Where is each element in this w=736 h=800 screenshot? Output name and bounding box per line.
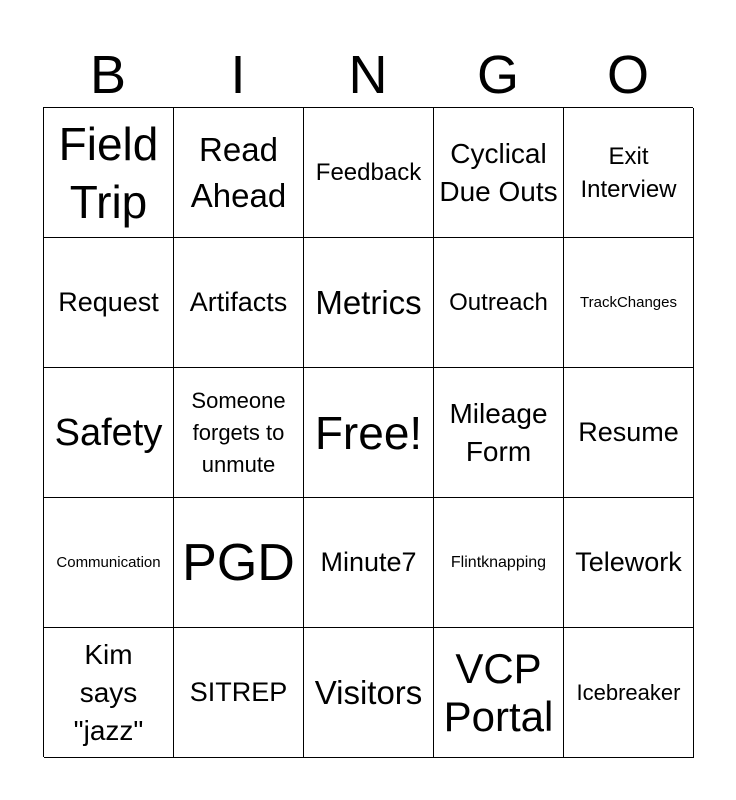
cell-text: Exit Interview xyxy=(580,142,677,203)
bingo-cell-r3c5[interactable] xyxy=(564,368,694,498)
cell-text: Request xyxy=(58,287,159,317)
bingo-cell-r2c2[interactable] xyxy=(174,238,304,368)
cell-text: Feedback xyxy=(315,159,422,186)
cell-text: Minute7 xyxy=(320,547,417,577)
cell-text: Metrics xyxy=(315,283,422,321)
bingo-cell-r2c4[interactable] xyxy=(434,238,564,368)
bingo-cell-r4c5[interactable] xyxy=(564,498,694,628)
bingo-cell-r5c2[interactable] xyxy=(174,628,304,758)
cell-text: Icebreaker xyxy=(576,679,681,705)
bingo-cell-r4c3[interactable] xyxy=(304,498,434,628)
cell-text: VCP Portal xyxy=(443,644,554,740)
bingo-cell-r1c5[interactable] xyxy=(564,108,694,238)
cell-text: Visitors xyxy=(314,673,423,711)
bingo-cell-r4c4[interactable] xyxy=(434,498,564,628)
bingo-cell-r3c3-free[interactable] xyxy=(304,368,434,498)
bingo-cell-r4c1[interactable] xyxy=(44,498,174,628)
cell-text: Cyclical Due Outs xyxy=(439,137,558,207)
cell-text: Kim says "jazz" xyxy=(73,638,144,746)
header-letter-g: G xyxy=(476,45,519,105)
bingo-header xyxy=(43,44,693,106)
header-letter-b: B xyxy=(89,45,127,105)
cell-text: Field Trip xyxy=(58,117,159,228)
bingo-cell-r3c1[interactable] xyxy=(44,368,174,498)
cell-text: SITREP xyxy=(189,677,288,707)
bingo-cell-r2c1[interactable] xyxy=(44,238,174,368)
cell-text: Read Ahead xyxy=(190,130,287,214)
bingo-grid xyxy=(43,107,693,757)
header-letter-o: O xyxy=(606,45,649,105)
bingo-cell-r3c4[interactable] xyxy=(434,368,564,498)
cell-text: Resume xyxy=(578,417,679,447)
free-space-text: Free! xyxy=(314,406,423,459)
cell-text: Flintknapping xyxy=(450,553,547,571)
bingo-cell-r4c2[interactable] xyxy=(174,498,304,628)
cell-text: PGD xyxy=(182,533,295,592)
cell-text: Outreach xyxy=(449,289,548,316)
bingo-cell-r1c1[interactable] xyxy=(44,108,174,238)
cell-text: Communication xyxy=(56,553,161,571)
cell-text: Mileage Form xyxy=(449,397,548,467)
cell-text: Someone forgets to unmute xyxy=(191,387,286,477)
bingo-cell-r5c1[interactable] xyxy=(44,628,174,758)
bingo-cell-r1c3[interactable] xyxy=(304,108,434,238)
bingo-cell-r1c4[interactable] xyxy=(434,108,564,238)
header-letter-n: N xyxy=(348,45,388,105)
bingo-cell-r5c3[interactable] xyxy=(304,628,434,758)
bingo-cell-r1c2[interactable] xyxy=(174,108,304,238)
bingo-cell-r2c5[interactable] xyxy=(564,238,694,368)
bingo-cell-r5c4[interactable] xyxy=(434,628,564,758)
cell-text: Safety xyxy=(54,411,163,454)
cell-text: Telework xyxy=(575,547,682,577)
cell-text: TrackChanges xyxy=(580,293,677,311)
bingo-cell-r2c3[interactable] xyxy=(304,238,434,368)
cell-text: Artifacts xyxy=(189,287,288,317)
header-letter-i: I xyxy=(230,45,246,105)
bingo-cell-r3c2[interactable] xyxy=(174,368,304,498)
bingo-cell-r5c5[interactable] xyxy=(564,628,694,758)
